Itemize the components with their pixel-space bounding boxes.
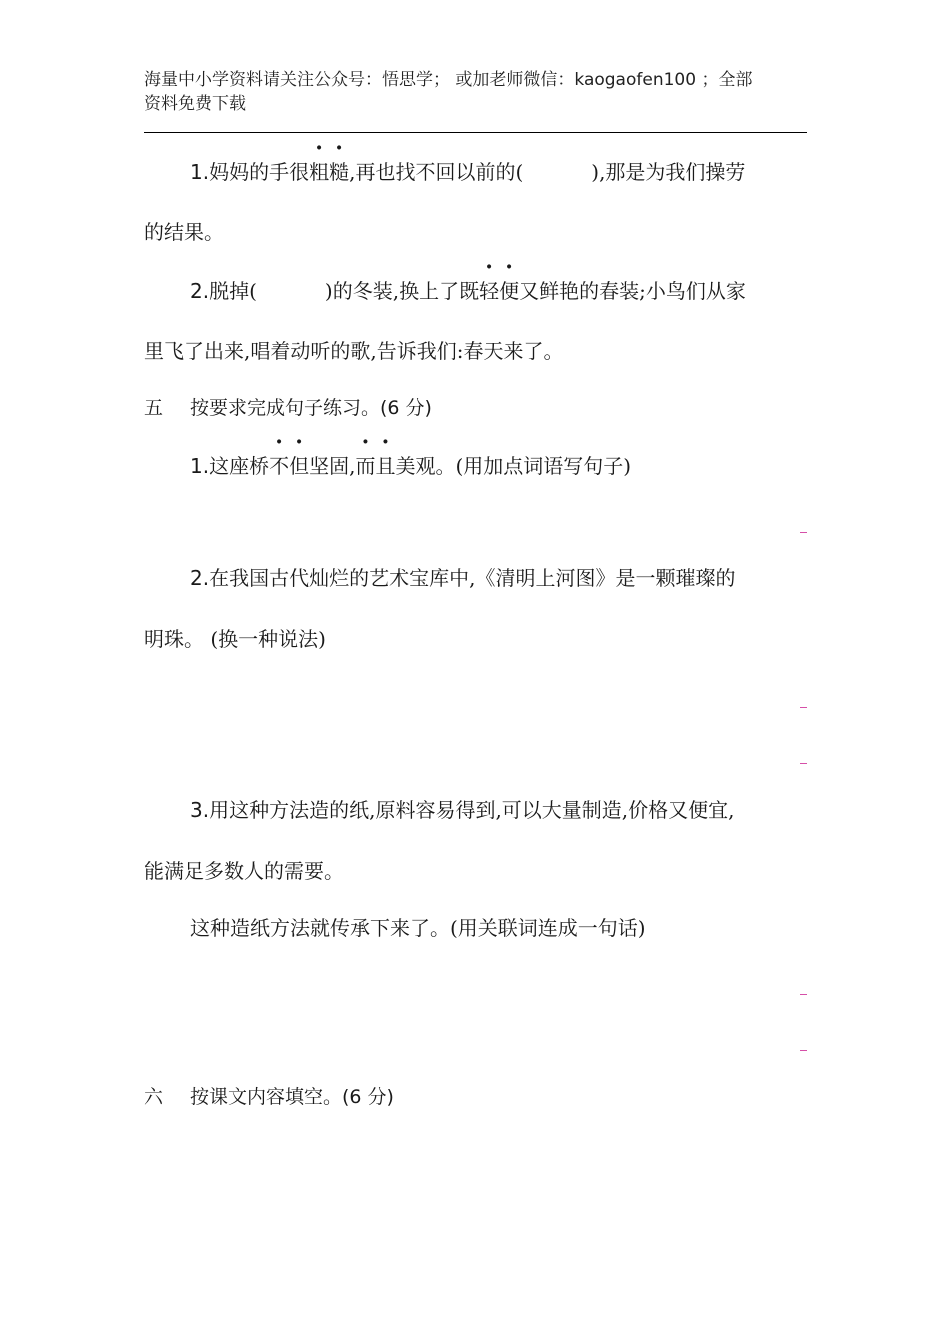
item-number: 2. (190, 279, 210, 303)
answer-line-mark[interactable] (800, 763, 807, 764)
item-number: 2. (190, 566, 210, 590)
dotted-char: 而 (355, 454, 376, 478)
header-line-2: 资料免费下载 (144, 94, 246, 114)
text: 坚固, (309, 454, 356, 478)
q4-item-2-cont: 里飞了出来,唱着动听的歌,告诉我们:春天来了。 (144, 339, 564, 363)
item-number: 3. (190, 798, 210, 822)
answer-line-mark[interactable] (800, 1050, 807, 1051)
q5-item-3-cont: 能满足多数人的需要。 (144, 859, 344, 883)
item-number: 1. (190, 454, 210, 478)
text: 用这种方法造的纸,原料容易得到,可以大量制造,价格又便宜, (209, 798, 735, 822)
answer-line-mark[interactable] (800, 994, 807, 995)
dotted-char: 不 (269, 454, 290, 478)
text: ),那是为我们操劳 (591, 160, 746, 184)
page-header (144, 68, 808, 116)
dotted-char: 但 (289, 454, 310, 478)
answer-line-mark[interactable] (800, 707, 807, 708)
text: 美观。(用加点词语写句子) (395, 454, 632, 478)
text: )的冬装,换上了既 (324, 279, 480, 303)
q4-item-1 (190, 158, 810, 186)
section-5-heading (144, 394, 432, 422)
q5-item-2 (190, 564, 810, 592)
header-rule (144, 132, 807, 133)
q5-item-3 (190, 796, 810, 824)
dotted-char: 便 (499, 279, 520, 303)
text: 脱掉( (209, 279, 257, 303)
q5-item-2-cont: 明珠。 (换一种说法) (144, 627, 326, 651)
dotted-char: 且 (375, 454, 396, 478)
section-number: 五 (144, 397, 164, 419)
text: 妈妈的手很 (209, 160, 310, 184)
section-number: 六 (144, 1086, 164, 1108)
item-number: 1. (190, 160, 210, 184)
q4-item-1-cont: 的结果。 (144, 220, 224, 244)
q4-item-2 (190, 277, 810, 305)
section-title: 按要求完成句子练习。(6 分) (190, 397, 432, 419)
section-title: 按课文内容填空。(6 分) (190, 1086, 394, 1108)
text: 又鲜艳的春装;小鸟们从家 (519, 279, 746, 303)
text: 在我国古代灿烂的艺术宝库中,《清明上河图》是一颗璀璨的 (209, 566, 736, 590)
header-line-1: 海量中小学资料请关注公众号：悟思学； 或加老师微信：kaogaofen100 ；全部 (144, 70, 753, 90)
dotted-char: 轻 (479, 279, 500, 303)
q5-item-3-instruction: 这种造纸方法就传承下来了。(用关联词连成一句话) (190, 916, 646, 940)
text: ,再也找不回以前的( (349, 160, 524, 184)
q5-item-1 (190, 452, 810, 480)
answer-line-mark[interactable] (800, 532, 807, 533)
text: 这座桥 (209, 454, 270, 478)
dotted-char: 粗 (309, 160, 330, 184)
dotted-char: 糙 (329, 160, 350, 184)
section-6-heading (144, 1083, 394, 1111)
